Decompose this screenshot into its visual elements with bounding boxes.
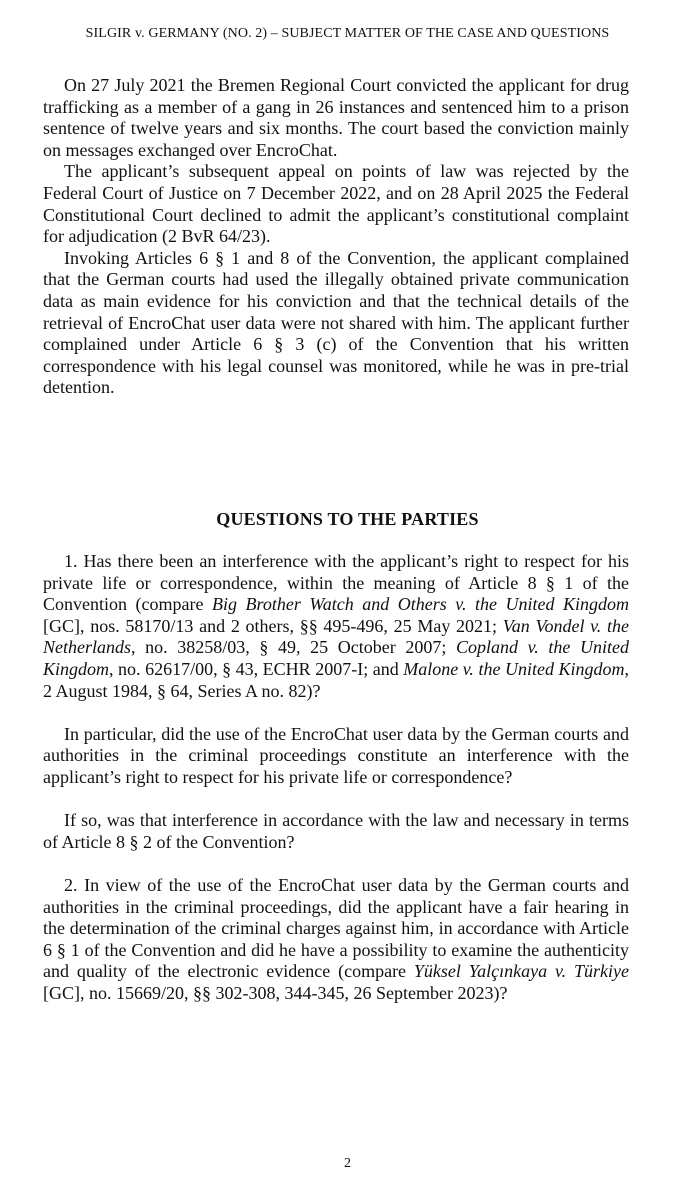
question-1-text-4: , no. 62617/00, § 43, ECHR 2007-I; and <box>109 658 404 679</box>
running-header: SILGIR v. GERMANY (NO. 2) – SUBJECT MATTER OF THE CASE AND QUESTIONS <box>85 26 610 41</box>
question-2-text-1: 2. In view of the use of the EncroChat user data by the German courts and authorities in the criminal proceedings, did the applicant have a fair hearing in the determination of the criminal charges against him, in accordance with Article 6 § 1 of the Convention and did he have a possibility to examine the authenticity and quality of the electronic evidence (compare <box>43 874 629 982</box>
question-2 <box>43 875 629 1005</box>
case-citation-copland: Copland v. the United Kingdom <box>43 637 629 679</box>
questions-section <box>43 551 629 1004</box>
question-1-text-5: , 2 August 1984, § 64, Series A no. 82)? <box>43 658 629 701</box>
question-1-if-so: If so, was that interference in accordance with the law and necessary in terms of Article 8 § 2 of the Convention? <box>43 810 629 852</box>
page-number: 2 <box>344 1156 351 1171</box>
questions-heading: QUESTIONS TO THE PARTIES <box>216 509 479 529</box>
question-1-text-2: [GC], nos. 58170/13 and 2 others, §§ 495-496, 25 May 2021; <box>43 615 503 636</box>
facts-paragraph-complaints: Invoking Articles 6 § 1 and 8 of the Convention, the applicant complained that the German courts had used the illegally obtained private communication data as main evidence for his conviction and that the technical details of the retrieval of EncroChat user data were not shared with him. The applicant further complained under Article 6 § 3 (c) of the Convention that his written correspondence with his legal counsel was monitored, while he was in pre-trial detention. <box>43 247 629 398</box>
question-1-text-3: , no. 38258/03, § 49, 25 October 2007; <box>131 637 456 658</box>
question-1 <box>43 551 629 702</box>
case-citation-big-brother-watch: Big Brother Watch and Others v. the United Kingdom <box>212 594 629 615</box>
question-2-text-2: [GC], no. 15669/20, §§ 302-308, 344-345, 26 September 2023)? <box>43 982 508 1003</box>
case-citation-malone: Malone v. the United Kingdom <box>403 658 625 679</box>
case-citation-yalcinkaya: Yüksel Yalçınkaya v. Türkiye <box>413 961 629 982</box>
case-citation-van-vondel: Van Vondel v. the Netherlands <box>43 615 630 658</box>
facts-paragraph-conviction: On 27 July 2021 the Bremen Regional Court convicted the applicant for drug trafficking as a member of a gang in 26 instances and sentenced him to a prison sentence of twelve years and six months. The court based the conviction mainly on messages exchanged over EncroChat. <box>43 75 629 160</box>
question-1-particular: In particular, did the use of the EncroChat user data by the German courts and authorities in the criminal proceedings constitute an interference with the applicant’s right to respect for his private life or correspondence? <box>43 723 629 787</box>
facts-paragraph-appeal: The applicant’s subsequent appeal on points of law was rejected by the Federal Court of Justice on 7 December 2022, and on 28 April 2025 the Federal Constitutional Court declined to admit the applicant’s constitutional complaint for adjudication (2 BvR 64/23). <box>43 161 629 247</box>
facts-section <box>43 75 629 399</box>
question-1-text-1: 1. Has there been an interference with the applicant’s right to respect for his private life or correspondence, within the meaning of Article 8 § 1 of the Convention (compare <box>43 551 629 615</box>
